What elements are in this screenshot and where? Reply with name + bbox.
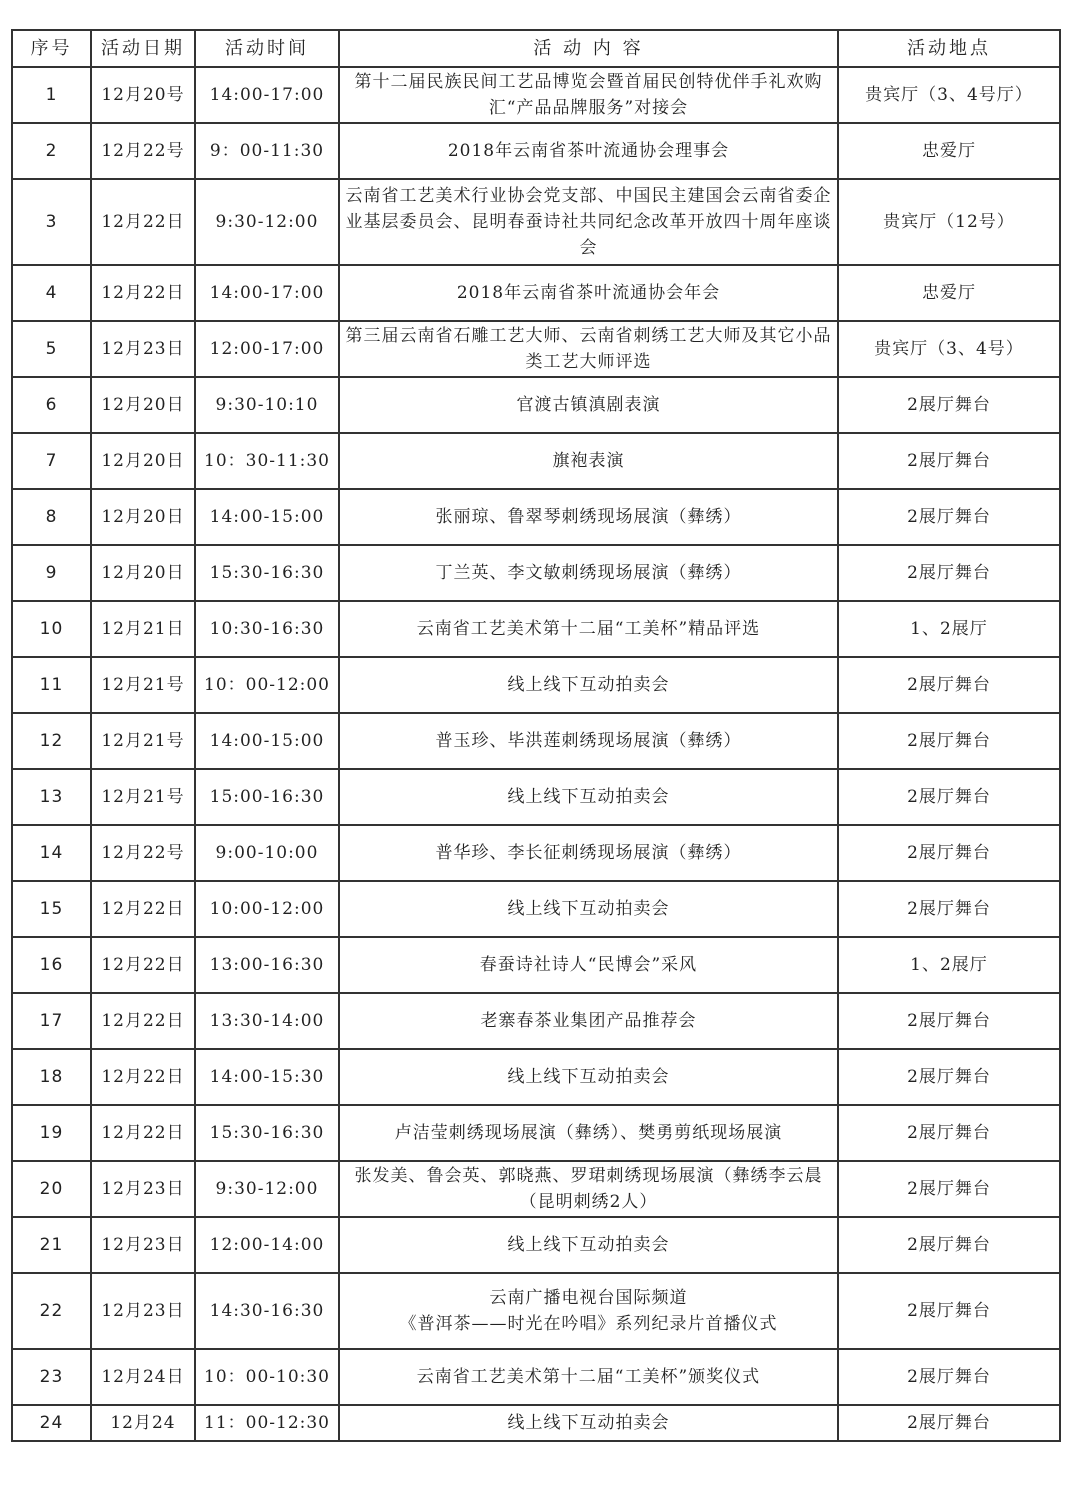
row-number-cell: 17 bbox=[12, 993, 91, 1049]
row-number-cell: 12 bbox=[12, 713, 91, 769]
activity-content-cell: 丁兰英、李文敏刺绣现场展演（彝绣） bbox=[339, 545, 838, 601]
activity-date-cell: 12月22日 bbox=[91, 937, 195, 993]
activity-date-cell: 12月23日 bbox=[91, 1273, 195, 1349]
activity-place-cell: 2展厅舞台 bbox=[838, 769, 1060, 825]
table-row bbox=[12, 601, 1060, 657]
activity-time-cell: 15:30-16:30 bbox=[195, 545, 339, 601]
table-row bbox=[12, 1349, 1060, 1405]
activity-date-cell: 12月21号 bbox=[91, 657, 195, 713]
row-number-cell: 5 bbox=[12, 321, 91, 377]
activity-content-cell: 云南省工艺美术第十二届“工美杯”颁奖仪式 bbox=[339, 1349, 838, 1405]
activity-place-cell: 忠爱厅 bbox=[838, 265, 1060, 321]
activity-time-cell: 14:00-17:00 bbox=[195, 265, 339, 321]
activity-content-cell: 线上线下互动拍卖会 bbox=[339, 1049, 838, 1105]
activity-content-line: 《普洱茶——时光在吟唱》系列纪录片首播仪式 bbox=[399, 1314, 778, 1334]
activity-place-cell: 2展厅舞台 bbox=[838, 1349, 1060, 1405]
activity-place-cell: 2展厅舞台 bbox=[838, 1105, 1060, 1161]
activity-time-cell: 9:30-10:10 bbox=[195, 377, 339, 433]
activity-date-cell: 12月24日 bbox=[91, 1349, 195, 1405]
activity-content-cell: 线上线下互动拍卖会 bbox=[339, 769, 838, 825]
activity-place-cell: 2展厅舞台 bbox=[838, 489, 1060, 545]
activity-date-cell: 12月22日 bbox=[91, 1049, 195, 1105]
activity-date-cell: 12月22日 bbox=[91, 881, 195, 937]
activity-content-cell: 春蚕诗社诗人“民博会”采风 bbox=[339, 937, 838, 993]
activity-date-cell: 12月23日 bbox=[91, 321, 195, 377]
activity-content-cell: 卢洁莹刺绣现场展演（彝绣）、樊勇剪纸现场展演 bbox=[339, 1105, 838, 1161]
activity-time-cell: 14:00-15:00 bbox=[195, 489, 339, 545]
activity-place-cell: 2展厅舞台 bbox=[838, 713, 1060, 769]
activity-place-cell: 1、2展厅 bbox=[838, 937, 1060, 993]
activity-time-cell: 14:00-17:00 bbox=[195, 67, 339, 123]
activity-content-cell: 2018年云南省茶叶流通协会理事会 bbox=[339, 123, 838, 179]
activity-content-line: 云南广播电视台国际频道 bbox=[489, 1288, 688, 1308]
table-row bbox=[12, 321, 1060, 377]
table-row bbox=[12, 377, 1060, 433]
activity-time-cell: 11：00-12:30 bbox=[195, 1405, 339, 1441]
activity-content-cell: 普华珍、李长征刺绣现场展演（彝绣） bbox=[339, 825, 838, 881]
row-number-cell: 7 bbox=[12, 433, 91, 489]
activity-content-cell: 官渡古镇滇剧表演 bbox=[339, 377, 838, 433]
row-number-cell: 11 bbox=[12, 657, 91, 713]
activity-content-cell: 2018年云南省茶叶流通协会年会 bbox=[339, 265, 838, 321]
table-row bbox=[12, 657, 1060, 713]
row-number-cell: 8 bbox=[12, 489, 91, 545]
activity-time-cell: 15:00-16:30 bbox=[195, 769, 339, 825]
activity-content-cell: 线上线下互动拍卖会 bbox=[339, 881, 838, 937]
row-number-cell: 24 bbox=[12, 1405, 91, 1441]
activity-content-cell: 第三届云南省石雕工艺大师、云南省刺绣工艺大师及其它小品类工艺大师评选 bbox=[339, 321, 838, 377]
row-number-cell: 9 bbox=[12, 545, 91, 601]
row-number-cell: 23 bbox=[12, 1349, 91, 1405]
row-number-cell: 22 bbox=[12, 1273, 91, 1349]
activity-date-cell: 12月23日 bbox=[91, 1217, 195, 1273]
activity-time-cell: 10：00-10:30 bbox=[195, 1349, 339, 1405]
activity-place-cell: 2展厅舞台 bbox=[838, 1273, 1060, 1349]
activity-date-cell: 12月21号 bbox=[91, 769, 195, 825]
row-number-cell: 3 bbox=[12, 179, 91, 265]
table-row bbox=[12, 67, 1060, 123]
activity-schedule-table bbox=[11, 29, 1061, 1442]
row-number-cell: 2 bbox=[12, 123, 91, 179]
header-place: 活动地点 bbox=[838, 30, 1060, 67]
activity-time-cell: 10:30-16:30 bbox=[195, 601, 339, 657]
activity-date-cell: 12月20号 bbox=[91, 67, 195, 123]
row-number-cell: 20 bbox=[12, 1161, 91, 1217]
activity-date-cell: 12月20日 bbox=[91, 545, 195, 601]
activity-time-cell: 13:00-16:30 bbox=[195, 937, 339, 993]
activity-content-cell: 张丽琼、鲁翠琴刺绣现场展演（彝绣） bbox=[339, 489, 838, 545]
table-row bbox=[12, 713, 1060, 769]
activity-date-cell: 12月20日 bbox=[91, 489, 195, 545]
table-row bbox=[12, 123, 1060, 179]
row-number-cell: 16 bbox=[12, 937, 91, 993]
header-content: 活 动 内 容 bbox=[339, 30, 838, 67]
activity-time-cell: 14:00-15:30 bbox=[195, 1049, 339, 1105]
activity-date-cell: 12月22日 bbox=[91, 1105, 195, 1161]
header-no: 序号 bbox=[12, 30, 91, 67]
activity-time-cell: 10：00-12:00 bbox=[195, 657, 339, 713]
table-row bbox=[12, 545, 1060, 601]
activity-place-cell: 2展厅舞台 bbox=[838, 657, 1060, 713]
activity-content-cell: 老寨春茶业集团产品推荐会 bbox=[339, 993, 838, 1049]
table-row bbox=[12, 489, 1060, 545]
activity-place-cell: 忠爱厅 bbox=[838, 123, 1060, 179]
activity-place-cell: 2展厅舞台 bbox=[838, 377, 1060, 433]
row-number-cell: 15 bbox=[12, 881, 91, 937]
header-row bbox=[12, 30, 1060, 67]
table-row bbox=[12, 1161, 1060, 1217]
activity-content-cell: 张发美、鲁会英、郭晓燕、罗珺刺绣现场展演（彝绣李云晨（昆明刺绣2人） bbox=[339, 1161, 838, 1217]
activity-time-cell: 12:00-17:00 bbox=[195, 321, 339, 377]
activity-date-cell: 12月22日 bbox=[91, 265, 195, 321]
activity-place-cell: 贵宾厅（3、4号厅） bbox=[838, 67, 1060, 123]
row-number-cell: 14 bbox=[12, 825, 91, 881]
activity-content-cell: 第十二届民族民间工艺品博览会暨首届民创特优伴手礼欢购汇“产品品牌服务”对接会 bbox=[339, 67, 838, 123]
activity-place-cell: 2展厅舞台 bbox=[838, 545, 1060, 601]
activity-content-cell: 旗袍表演 bbox=[339, 433, 838, 489]
activity-content-cell: 云南省工艺美术第十二届“工美杯”精品评选 bbox=[339, 601, 838, 657]
activity-date-cell: 12月22日 bbox=[91, 179, 195, 265]
row-number-cell: 18 bbox=[12, 1049, 91, 1105]
activity-time-cell: 14:30-16:30 bbox=[195, 1273, 339, 1349]
table-row bbox=[12, 1105, 1060, 1161]
table-row bbox=[12, 265, 1060, 321]
activity-content-cell bbox=[339, 1273, 838, 1349]
activity-time-cell: 9:00-10:00 bbox=[195, 825, 339, 881]
activity-place-cell: 2展厅舞台 bbox=[838, 993, 1060, 1049]
activity-date-cell: 12月21号 bbox=[91, 713, 195, 769]
activity-time-cell: 15:30-16:30 bbox=[195, 1105, 339, 1161]
activity-date-cell: 12月23日 bbox=[91, 1161, 195, 1217]
header-time: 活动时间 bbox=[195, 30, 339, 67]
activity-date-cell: 12月22号 bbox=[91, 123, 195, 179]
header-date: 活动日期 bbox=[91, 30, 195, 67]
activity-content-cell: 云南省工艺美术行业协会党支部、中国民主建国会云南省委企业基层委员会、昆明春蚕诗社共同纪念改革开放四十周年座谈会 bbox=[339, 179, 838, 265]
table-row bbox=[12, 179, 1060, 265]
row-number-cell: 21 bbox=[12, 1217, 91, 1273]
activity-date-cell: 12月24 bbox=[91, 1405, 195, 1441]
activity-date-cell: 12月20日 bbox=[91, 433, 195, 489]
table-row bbox=[12, 825, 1060, 881]
activity-place-cell: 2展厅舞台 bbox=[838, 433, 1060, 489]
table-row bbox=[12, 433, 1060, 489]
activity-place-cell: 2展厅舞台 bbox=[838, 881, 1060, 937]
row-number-cell: 13 bbox=[12, 769, 91, 825]
activity-time-cell: 9:30-12:00 bbox=[195, 179, 339, 265]
row-number-cell: 10 bbox=[12, 601, 91, 657]
activity-content-cell: 线上线下互动拍卖会 bbox=[339, 1405, 838, 1441]
row-number-cell: 4 bbox=[12, 265, 91, 321]
activity-content-cell: 普玉珍、毕洪莲刺绣现场展演（彝绣） bbox=[339, 713, 838, 769]
activity-date-cell: 12月22号 bbox=[91, 825, 195, 881]
activity-time-cell: 12:00-14:00 bbox=[195, 1217, 339, 1273]
table-row bbox=[12, 1273, 1060, 1349]
activity-time-cell: 10:00-12:00 bbox=[195, 881, 339, 937]
table-row bbox=[12, 1405, 1060, 1441]
activity-date-cell: 12月21日 bbox=[91, 601, 195, 657]
activity-place-cell: 2展厅舞台 bbox=[838, 825, 1060, 881]
activity-date-cell: 12月22日 bbox=[91, 993, 195, 1049]
activity-content-cell: 线上线下互动拍卖会 bbox=[339, 657, 838, 713]
activity-place-cell: 1、2展厅 bbox=[838, 601, 1060, 657]
row-number-cell: 1 bbox=[12, 67, 91, 123]
activity-place-cell: 2展厅舞台 bbox=[838, 1049, 1060, 1105]
activity-time-cell: 10：30-11:30 bbox=[195, 433, 339, 489]
activity-place-cell: 贵宾厅（3、4号） bbox=[838, 321, 1060, 377]
row-number-cell: 19 bbox=[12, 1105, 91, 1161]
activity-place-cell: 2展厅舞台 bbox=[838, 1405, 1060, 1441]
activity-time-cell: 14:00-15:00 bbox=[195, 713, 339, 769]
table-row bbox=[12, 1217, 1060, 1273]
table-row bbox=[12, 1049, 1060, 1105]
activity-time-cell: 13:30-14:00 bbox=[195, 993, 339, 1049]
activity-place-cell: 2展厅舞台 bbox=[838, 1161, 1060, 1217]
activity-time-cell: 9：00-11:30 bbox=[195, 123, 339, 179]
table-row bbox=[12, 993, 1060, 1049]
table-row bbox=[12, 881, 1060, 937]
activity-date-cell: 12月20日 bbox=[91, 377, 195, 433]
activity-time-cell: 9:30-12:00 bbox=[195, 1161, 339, 1217]
table-row bbox=[12, 769, 1060, 825]
table-row bbox=[12, 937, 1060, 993]
row-number-cell: 6 bbox=[12, 377, 91, 433]
activity-place-cell: 2展厅舞台 bbox=[838, 1217, 1060, 1273]
activity-content-cell: 线上线下互动拍卖会 bbox=[339, 1217, 838, 1273]
activity-place-cell: 贵宾厅（12号） bbox=[838, 179, 1060, 265]
